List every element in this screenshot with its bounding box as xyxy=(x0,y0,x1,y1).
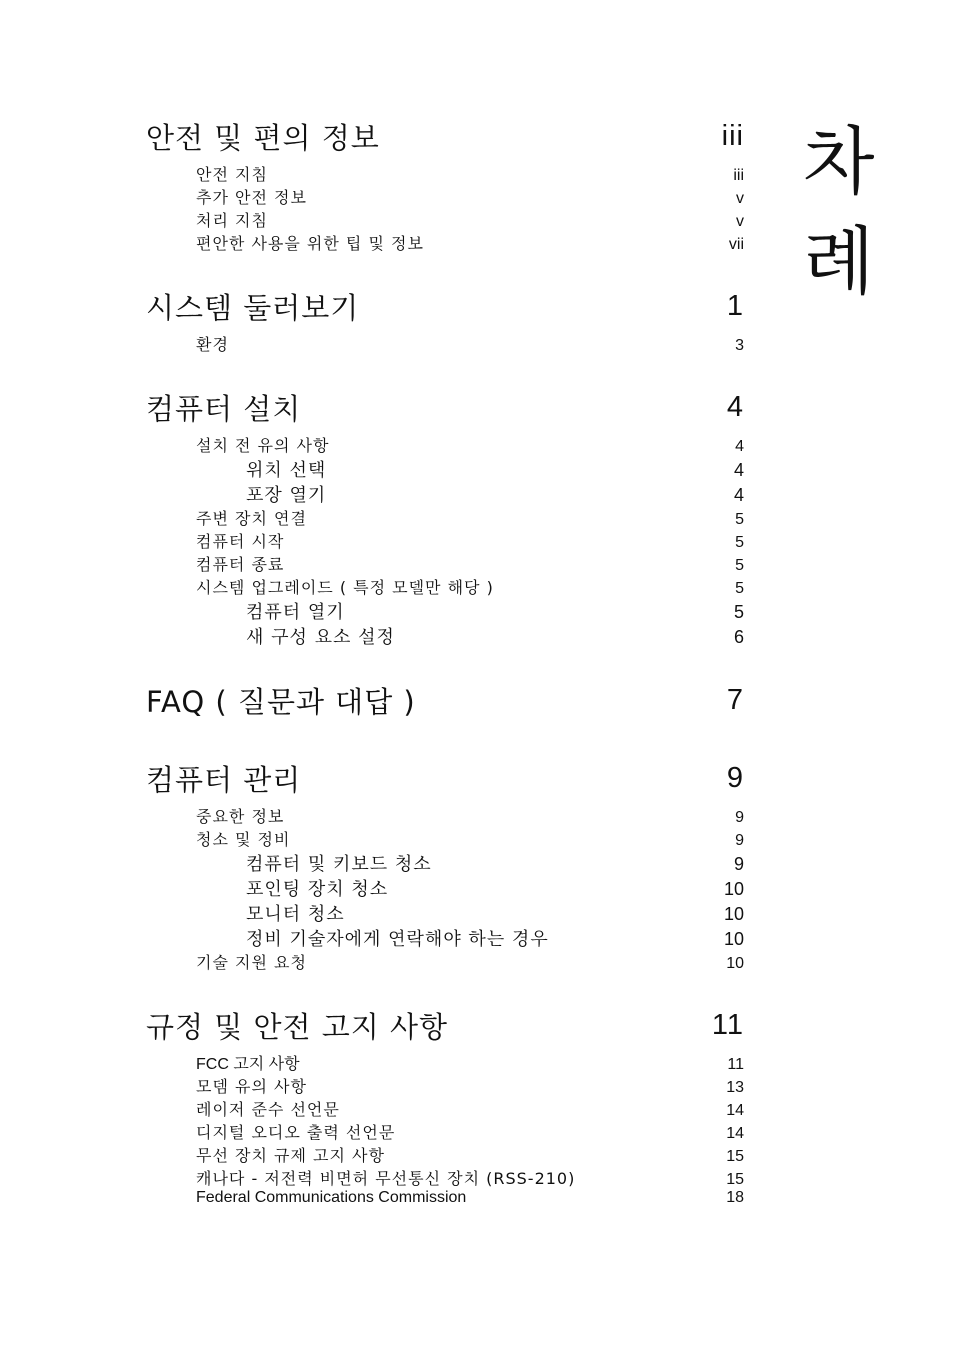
toc-entry-title: 위치 선택 xyxy=(246,460,327,481)
toc-subsection-entry[interactable] xyxy=(146,481,744,506)
toc-section-entry[interactable] xyxy=(146,1074,744,1097)
toc-subsection-entry[interactable] xyxy=(146,623,744,648)
toc-entry-title: 무선 장치 규제 고지 사항 xyxy=(196,1146,385,1165)
toc-entry-title: 추가 안전 정보 xyxy=(196,188,307,207)
toc-entry-page: 13 xyxy=(726,1079,744,1096)
toc-entry-title: 청소 및 정비 xyxy=(196,830,291,849)
toc-section-entry[interactable] xyxy=(146,950,744,973)
toc-entry-title: 안전 지침 xyxy=(196,165,268,184)
toc-entry-title: 중요한 정보 xyxy=(196,807,285,826)
toc-subsection-entry[interactable] xyxy=(146,900,744,925)
toc-section-entry[interactable] xyxy=(146,208,744,231)
toc-entry-title: 모뎀 유의 사항 xyxy=(196,1077,307,1096)
toc-entry-page: 18 xyxy=(726,1189,744,1206)
toc-entry-page: 15 xyxy=(726,1171,744,1188)
toc-section-entry[interactable] xyxy=(146,162,744,185)
toc-entry-page: 3 xyxy=(735,337,744,354)
toc-entry-title: 캐나다 - 저전력 비면허 무선통신 장치 (RSS-210) xyxy=(196,1169,576,1188)
toc-chapter-page: 4 xyxy=(726,390,744,423)
toc-section-entry[interactable] xyxy=(146,1166,744,1189)
toc-section-entry[interactable] xyxy=(146,529,744,552)
toc-entry-title: 시스템 업그레이드 ( 특정 모델만 해당 ) xyxy=(196,578,494,597)
toc-section-entry[interactable] xyxy=(146,827,744,850)
toc-entry-title: 환경 xyxy=(196,335,229,354)
toc-section-entry[interactable] xyxy=(146,1120,744,1143)
toc-entry-page: 10 xyxy=(723,929,744,949)
toc-entry-page: iii xyxy=(733,167,744,184)
toc-section-entry[interactable] xyxy=(146,575,744,598)
toc-entry-title: 모니터 청소 xyxy=(246,904,345,925)
toc-chapter-page: 11 xyxy=(711,1008,744,1041)
toc-chapter-title: 컴퓨터 관리 xyxy=(146,762,302,797)
toc-entry-page: 5 xyxy=(735,580,744,597)
toc-entry-title: 설치 전 유의 사항 xyxy=(196,436,330,455)
toc-chapter-entry[interactable] xyxy=(146,381,744,433)
toc-entry-page: 5 xyxy=(735,557,744,574)
toc-chapter-page: 7 xyxy=(726,683,744,716)
toc-entry-title: FCC 고지 사항 xyxy=(196,1056,300,1073)
toc-entry-title: 포장 열기 xyxy=(246,485,327,506)
toc-entry-title: Federal Communications Commission xyxy=(196,1189,467,1206)
toc-chapter-entry[interactable] xyxy=(146,280,744,332)
toc-entry-page: 4 xyxy=(733,485,744,505)
toc-chapter-title: 안전 및 편의 정보 xyxy=(146,120,380,155)
toc-entry-page: 14 xyxy=(726,1125,744,1142)
toc-entry-page: 6 xyxy=(733,627,744,647)
toc-entry-title: 컴퓨터 종료 xyxy=(196,555,285,574)
toc-section-entry[interactable] xyxy=(146,804,744,827)
toc-chapter-entry[interactable] xyxy=(146,674,744,726)
toc-chapter-title: 컴퓨터 설치 xyxy=(146,391,302,426)
toc-entry-page: 5 xyxy=(735,511,744,528)
toc-chapter-title: FAQ ( 질문과 대답 ) xyxy=(146,684,416,719)
toc-section-entry[interactable] xyxy=(146,1097,744,1120)
page-title xyxy=(803,112,883,312)
toc-section-entry[interactable] xyxy=(146,506,744,529)
toc-entry-title: 기술 지원 요청 xyxy=(196,953,307,972)
toc-section-entry[interactable] xyxy=(146,231,744,254)
toc-entry-title: 컴퓨터 열기 xyxy=(246,602,345,623)
toc-entry-page: 5 xyxy=(733,602,744,622)
toc-subsection-entry[interactable] xyxy=(146,850,744,875)
toc-entry-page: 4 xyxy=(735,438,744,455)
toc-chapter-page: iii xyxy=(721,119,744,152)
toc-entry-page: 9 xyxy=(735,809,744,826)
toc-entry-title: 처리 지침 xyxy=(196,211,268,230)
toc-entry-title: 레이저 준수 선언문 xyxy=(196,1100,340,1119)
toc-section-entry[interactable] xyxy=(146,185,744,208)
toc-subsection-entry[interactable] xyxy=(146,925,744,950)
toc-entry-page: 14 xyxy=(726,1102,744,1119)
toc-entry-page: 5 xyxy=(735,534,744,551)
table-of-contents xyxy=(146,110,744,1212)
toc-entry-page: v xyxy=(736,190,744,207)
toc-entry-page: vii xyxy=(728,236,744,253)
toc-chapter-page: 9 xyxy=(726,761,744,794)
toc-section-entry[interactable] xyxy=(146,1051,744,1074)
page-title-char-2: 례 xyxy=(803,219,875,305)
toc-entry-page: 4 xyxy=(733,460,744,480)
toc-chapter-entry[interactable] xyxy=(146,999,744,1051)
toc-entry-page: 11 xyxy=(727,1056,744,1073)
toc-subsection-entry[interactable] xyxy=(146,875,744,900)
toc-entry-title: 디지털 오디오 출력 선언문 xyxy=(196,1123,396,1142)
toc-section-entry[interactable] xyxy=(146,433,744,456)
toc-entry-page: 10 xyxy=(723,904,744,924)
toc-entry-title: 정비 기술자에게 연락해야 하는 경우 xyxy=(246,929,549,950)
toc-entry-title: 컴퓨터 시작 xyxy=(196,532,285,551)
toc-chapter-title: 규정 및 안전 고지 사항 xyxy=(146,1009,448,1044)
toc-section-entry[interactable] xyxy=(146,1189,744,1212)
page-title-char-1: 차 xyxy=(803,119,875,205)
toc-entry-title: 주변 장치 연결 xyxy=(196,509,307,528)
toc-chapter-page: 1 xyxy=(726,289,744,322)
toc-chapter-entry[interactable] xyxy=(146,110,744,162)
toc-entry-title: 새 구성 요소 설정 xyxy=(246,627,395,648)
toc-entry-page: v xyxy=(736,213,744,230)
toc-subsection-entry[interactable] xyxy=(146,456,744,481)
toc-entry-page: 9 xyxy=(733,854,744,874)
toc-section-entry[interactable] xyxy=(146,1143,744,1166)
toc-entry-page: 15 xyxy=(726,1148,744,1165)
toc-subsection-entry[interactable] xyxy=(146,598,744,623)
toc-entry-page: 10 xyxy=(726,955,744,972)
toc-entry-page: 9 xyxy=(735,832,744,849)
toc-section-entry[interactable] xyxy=(146,552,744,575)
toc-entry-title: 포인팅 장치 청소 xyxy=(246,879,389,900)
toc-section-entry[interactable] xyxy=(146,332,744,355)
toc-chapter-title: 시스템 둘러보기 xyxy=(146,290,360,325)
toc-entry-page: 10 xyxy=(723,879,744,899)
toc-entry-title: 편안한 사용을 위한 팁 및 정보 xyxy=(196,234,424,253)
toc-chapter-entry[interactable] xyxy=(146,752,744,804)
toc-entry-title: 컴퓨터 및 키보드 청소 xyxy=(246,854,432,875)
